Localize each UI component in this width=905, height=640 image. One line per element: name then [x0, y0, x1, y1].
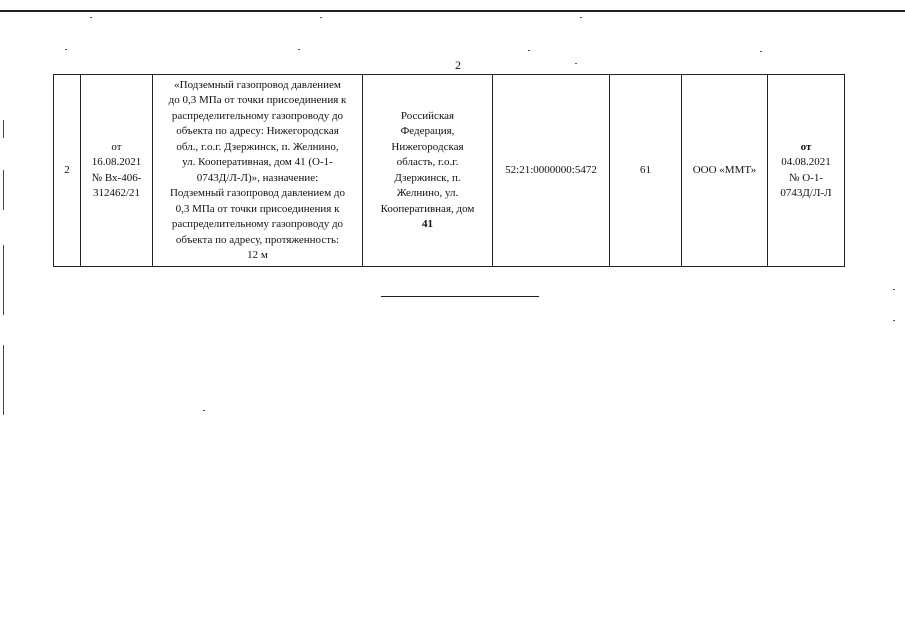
- scan-edge-mark: [3, 245, 4, 315]
- scan-speck: [575, 63, 577, 64]
- agreement-reference: 04.08.2021 № О-1- 0743Д/Л-Л: [780, 156, 832, 199]
- scan-speck: [893, 289, 895, 290]
- scan-speck: [580, 17, 582, 18]
- scan-speck: [320, 17, 322, 18]
- request-cell: [81, 75, 153, 267]
- owner-cell: [682, 75, 768, 267]
- scan-speck: [298, 49, 300, 50]
- quantity-cell: [610, 75, 682, 267]
- closing-rule: [381, 296, 539, 297]
- quantity: 61: [640, 163, 651, 176]
- cadastral-number: 52:21:0000000:5472: [505, 163, 597, 176]
- scan-top-border: [0, 10, 905, 12]
- scan-speck: [760, 51, 762, 52]
- location-cell: [363, 75, 493, 267]
- scan-speck: [528, 50, 530, 51]
- owner: ООО «ММТ»: [692, 163, 757, 176]
- scan-speck: [65, 49, 67, 50]
- page-number: 2: [455, 58, 461, 72]
- cadastral-number-cell: [493, 75, 610, 267]
- registry-table: [53, 74, 845, 267]
- table-row: [54, 75, 845, 267]
- scan-edge-mark: [3, 170, 4, 210]
- row-number-cell: [54, 75, 81, 267]
- agreement-prefix: от: [800, 140, 812, 153]
- scan-edge-mark: [3, 345, 4, 415]
- request-reference: от 16.08.2021 № Вх-406- 312462/21: [91, 140, 142, 199]
- scan-speck: [893, 320, 895, 321]
- object-description-cell: [153, 75, 363, 267]
- scan-edge-mark: [3, 120, 4, 138]
- row-number: 2: [64, 163, 70, 176]
- scan-speck: [90, 17, 92, 18]
- location-address: Российская Федерация, Нижегородская область, г.о.г. Дзержинск, п. Желнино, ул. Кооперативная, дом: [380, 109, 475, 215]
- location-house-number: 41: [422, 218, 433, 230]
- agreement-cell: [768, 75, 845, 267]
- object-description: «Подземный газопровод давлением до 0,3 МПа от точки присоединения к распределительному газопроводу до объекта по адресу: Нижегородская обл., г.о.г. Дзержинск, п. Желнино, ул. Кооперативная, дом 41 (О-1- 0743Д/Л-Л)», назначение: Подземный газопровод давлением до 0,3 МПа от точки присоединения к распределительному газопроводу до объекта по адресу, протяженность: 12 м: [168, 78, 347, 261]
- scan-speck: [203, 410, 205, 411]
